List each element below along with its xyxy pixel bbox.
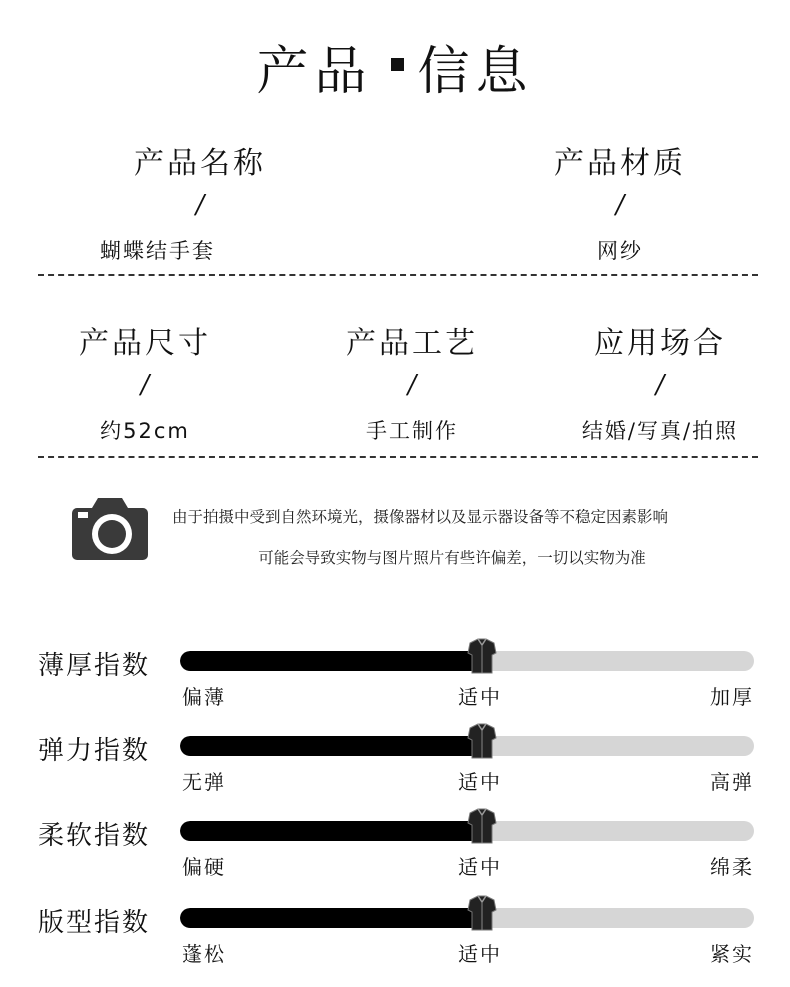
index-label-high: 绵柔 xyxy=(710,855,754,879)
camera-icon xyxy=(70,496,150,562)
garment-marker-icon xyxy=(464,722,500,762)
index-title: 薄厚指数 xyxy=(38,651,151,681)
index-slider-fill xyxy=(180,651,478,671)
info-usage xyxy=(540,326,780,444)
info-slash: / xyxy=(192,190,208,220)
index-title: 版型指数 xyxy=(38,908,151,938)
index-slider-fill xyxy=(180,908,478,928)
dashed-divider xyxy=(38,456,758,458)
index-label-low: 偏硬 xyxy=(182,855,226,879)
info-slash: / xyxy=(404,370,420,400)
index-label-mid: 适中 xyxy=(458,685,502,709)
index-label-high: 加厚 xyxy=(710,685,754,709)
garment-marker-icon xyxy=(464,637,500,677)
notice-line-2: 可能会导致实物与图片照片有些许偏差，一切以实物为准 xyxy=(258,549,646,567)
index-label-mid: 适中 xyxy=(458,770,502,794)
index-title: 柔软指数 xyxy=(38,821,151,851)
info-label: 产品工艺 xyxy=(346,326,478,361)
info-label: 产品尺寸 xyxy=(79,326,211,361)
info-value: 网纱 xyxy=(597,239,643,263)
info-product-material xyxy=(490,146,750,264)
index-slider-fill xyxy=(180,736,478,756)
dashed-divider xyxy=(38,274,758,276)
info-value: 手工制作 xyxy=(366,419,458,443)
info-value: 蝴蝶结手套 xyxy=(100,239,215,263)
index-slider-fill xyxy=(180,821,478,841)
index-label-low: 偏薄 xyxy=(182,685,226,709)
info-product-size xyxy=(25,326,265,444)
info-label: 产品材质 xyxy=(554,146,686,181)
index-label-mid: 适中 xyxy=(458,855,502,879)
info-product-name xyxy=(70,146,330,264)
info-label: 应用场合 xyxy=(594,326,726,361)
info-slash: / xyxy=(612,190,628,220)
page-title-left: 产品 xyxy=(256,41,373,102)
info-label: 产品名称 xyxy=(134,146,266,181)
index-label-low: 蓬松 xyxy=(182,942,226,966)
page-title-right: 信息 xyxy=(417,41,534,102)
title-separator-square xyxy=(391,58,404,71)
index-label-mid: 适中 xyxy=(458,942,502,966)
page-title xyxy=(0,26,790,106)
info-slash: / xyxy=(137,370,153,400)
garment-marker-icon xyxy=(464,894,500,934)
info-value: 结婚/写真/拍照 xyxy=(581,419,739,443)
index-label-low: 无弹 xyxy=(182,770,226,794)
info-slash: / xyxy=(652,370,668,400)
notice-line-1: 由于拍摄中受到自然环境光，摄像器材以及显示器设备等不稳定因素影响 xyxy=(172,508,669,526)
index-label-high: 高弹 xyxy=(710,770,754,794)
index-label-high: 紧实 xyxy=(710,942,754,966)
index-title: 弹力指数 xyxy=(38,736,151,766)
garment-marker-icon xyxy=(464,807,500,847)
info-value: 约52cm xyxy=(100,419,190,443)
info-product-craft xyxy=(292,326,532,444)
